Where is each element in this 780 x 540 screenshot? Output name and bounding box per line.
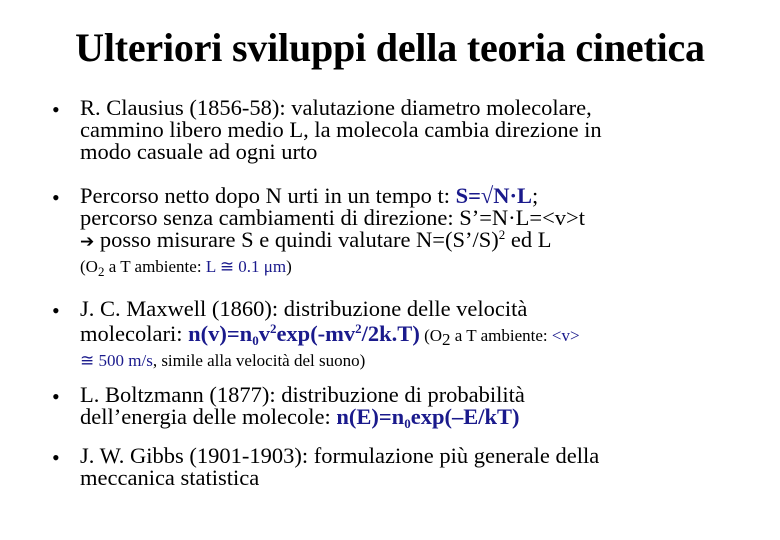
text-span: (O bbox=[80, 257, 98, 276]
slide-title: Ulteriori sviluppi della teoria cinetica bbox=[75, 25, 705, 70]
bullet-clausius bbox=[80, 97, 770, 163]
mean-velocity-symbol: <v> bbox=[551, 326, 580, 345]
text-span: (O bbox=[419, 326, 443, 345]
text-span: a T ambiente: bbox=[104, 257, 206, 276]
text-line bbox=[80, 185, 770, 207]
subscript: 2 bbox=[442, 330, 451, 349]
bullet-marker: • bbox=[52, 298, 60, 323]
text-span: n(E)=n bbox=[336, 404, 405, 429]
text-line: R. Clausius (1856-58): valutazione diametro molecolare, bbox=[80, 95, 592, 120]
arrow-right-icon: ➔ bbox=[80, 232, 95, 252]
text-line: meccanica statistica bbox=[80, 465, 260, 490]
superscript: 2 bbox=[269, 321, 277, 336]
text-span: v bbox=[258, 321, 270, 346]
text-span: posso misurare S e quindi valutare N=(S’/S) bbox=[94, 227, 499, 252]
velocity-value: ≅ 500 m/s bbox=[80, 351, 153, 370]
subscript: 0 bbox=[404, 416, 411, 431]
text-line: modo casuale ad ogni urto bbox=[80, 139, 318, 164]
formula-s: S=√N·L bbox=[455, 183, 533, 208]
text-span: ; bbox=[532, 183, 539, 208]
text-span: exp(-mv bbox=[276, 321, 356, 346]
text-span: , simile alla velocità del suono) bbox=[152, 351, 366, 370]
superscript: 2 bbox=[355, 321, 362, 336]
text-line: L. Boltzmann (1877): distribuzione di probabilità bbox=[80, 382, 525, 407]
text-span: dell’energia delle molecole: bbox=[80, 404, 337, 429]
text-span: a T ambiente: bbox=[450, 326, 552, 345]
bullet-marker: • bbox=[52, 97, 60, 122]
bullet-marker: • bbox=[52, 185, 60, 210]
text-line bbox=[80, 229, 770, 253]
mean-free-path-value: L ≅ 0.1 μm bbox=[205, 257, 287, 276]
subscript: 0 bbox=[252, 333, 259, 348]
text-span: molecolari: bbox=[80, 321, 189, 346]
text-span: exp(–E/kT) bbox=[410, 404, 520, 429]
formula-boltzmann bbox=[336, 404, 519, 429]
text-line bbox=[80, 404, 770, 431]
text-span: /2k.T) bbox=[361, 321, 420, 346]
text-line: J. C. Maxwell (1860): distribuzione delle velocità bbox=[80, 296, 528, 321]
note-line bbox=[80, 350, 770, 372]
text-line: cammino libero medio L, la molecola cambia direzione in bbox=[80, 117, 602, 142]
text-span: Percorso netto dopo N urti in un tempo t: bbox=[80, 183, 456, 208]
bullet-maxwell bbox=[80, 298, 770, 372]
bullet-gibbs bbox=[80, 445, 770, 489]
subscript: 2 bbox=[97, 264, 105, 279]
text-span: n(v)=n bbox=[188, 321, 253, 346]
bullet-marker: • bbox=[52, 445, 60, 470]
text-line: J. W. Gibbs (1901-1903): formulazione più generale della bbox=[80, 443, 600, 468]
text-span: ed L bbox=[505, 227, 552, 252]
superscript: 2 bbox=[498, 227, 506, 242]
note-line bbox=[80, 256, 770, 278]
bullet-boltzmann bbox=[80, 382, 770, 431]
text-span: ) bbox=[286, 257, 292, 276]
text-line: percorso senza cambiamenti di direzione: S’=N·L=<v>t bbox=[80, 205, 585, 230]
formula-maxwell bbox=[188, 321, 420, 346]
text-line bbox=[80, 323, 770, 347]
bullet-percorso bbox=[80, 185, 770, 278]
bullet-marker: • bbox=[52, 384, 60, 409]
